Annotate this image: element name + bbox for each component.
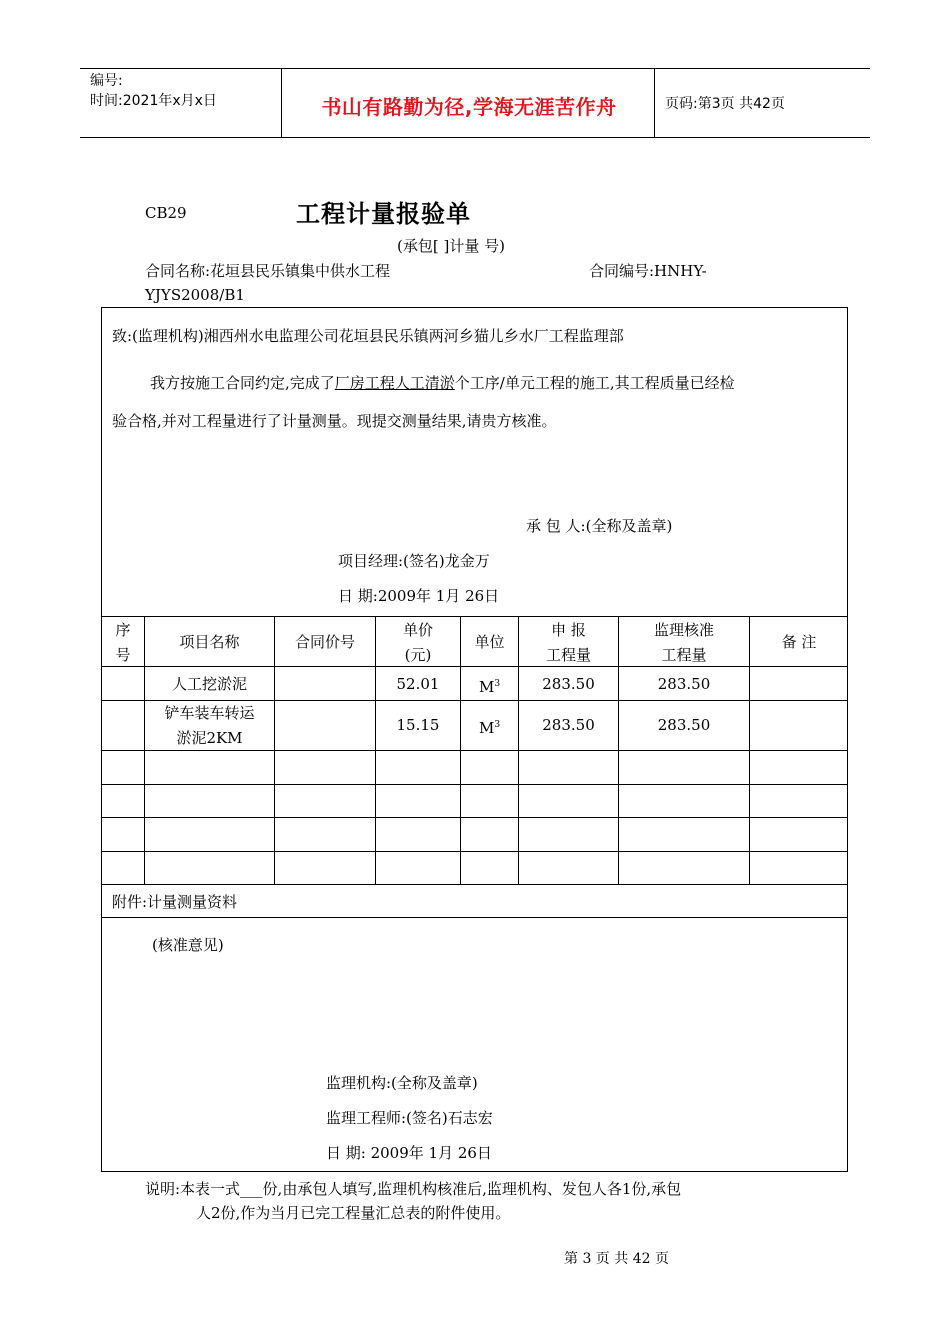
table-row-1-declared: 283.50 [542, 675, 595, 693]
table-row-2-item: 铲车装车转运 淤泥2KM [164, 704, 255, 747]
supervisor-date: 日 期: 2009年 1月 26日 [326, 1144, 492, 1162]
table-border [749, 616, 750, 884]
table-row-1-approved: 283.50 [657, 675, 711, 693]
contract-name: 合同名称:花垣县民乐镇集中供水工程 [145, 262, 391, 280]
number-label: 编号: [90, 73, 123, 89]
report-date: 日 期:2009年 1月 26日 [338, 587, 500, 605]
col-header-unit-price: 单价 (元) [402, 621, 433, 664]
table-border [102, 851, 847, 852]
page-info: 页码:第3页 共42页 [665, 96, 785, 112]
report-form [101, 307, 848, 1172]
col-header-unit: 单位 [474, 633, 505, 651]
declaration-prefix: 我方按施工合同约定,完成了 [150, 374, 335, 392]
col-header-approved: 监理核准 工程量 [653, 621, 714, 664]
table-border [102, 616, 847, 617]
note-line-1: 说明:本表一式___份,由承包人填写,监理机构核准后,监理机构、发包人各1份,承包 [145, 1180, 682, 1198]
table-row-1-item: 人工挖淤泥 [171, 675, 247, 693]
project-manager: 项目经理:(签名)龙金万 [338, 552, 490, 570]
table-border [102, 784, 847, 785]
supervisor-organization: 监理机构:(全称及盖章) [326, 1074, 478, 1092]
contract-number-continued: YJYS2008/B1 [145, 286, 245, 304]
table-border [102, 917, 847, 918]
review-opinion-label: (核准意见) [152, 936, 224, 954]
table-border [460, 616, 461, 884]
table-row-2-approved: 283.50 [657, 716, 711, 734]
table-row-1-unit-price: 52.01 [396, 675, 440, 693]
col-header-seq: 序 号 [115, 621, 131, 664]
col-header-item: 项目名称 [179, 633, 240, 651]
time-label: 时间:2021年x月x日 [90, 93, 217, 109]
header-meta [90, 71, 217, 111]
declaration-line-2: 验合格,并对工程量进行了计量测量。现提交测量结果,请贵方核准。 [112, 412, 557, 430]
col-header-price-no: 合同价号 [294, 633, 355, 651]
col-header-declared: 申 报 工程量 [545, 621, 591, 664]
subtitle: (承包[ ]计量 号) [397, 237, 505, 255]
note-line-2: 人2份,作为当月已完工程量汇总表的附件使用。 [196, 1204, 511, 1222]
table-row-2-declared: 283.50 [542, 716, 595, 734]
supervisor-engineer: 监理工程师:(签名)石志宏 [326, 1109, 493, 1127]
table-border [274, 616, 275, 884]
page-title: 工程计量报验单 [296, 200, 471, 228]
page-footer: 第 3 页 共 42 页 [564, 1251, 669, 1267]
page-header [80, 68, 870, 138]
table-row-1-unit: $M^3$ [478, 678, 501, 696]
attachment-label: 附件:计量测量资料 [112, 893, 238, 911]
table-row-2-unit-price: 15.15 [396, 716, 440, 734]
addressee: 致:(监理机构)湘西州水电监理公司花垣县民乐镇两河乡猫儿乡水厂工程监理部 [112, 327, 624, 345]
form-code: CB29 [145, 204, 187, 222]
table-row-2-unit: $M^3$ [478, 719, 501, 737]
table-border [102, 817, 847, 818]
table-border [102, 884, 847, 885]
col-header-remark: 备 注 [781, 633, 817, 651]
contract-number: 合同编号:HNHY- [589, 262, 707, 280]
contractor-signature: 承 包 人:(全称及盖章) [526, 517, 673, 535]
declaration-suffix: 个工序/单元工程的施工,其工程质量已经检 [454, 374, 735, 392]
declaration-line-1 [150, 372, 735, 393]
motto: 书山有路勤为径,学海无涯苦作舟 [321, 95, 617, 119]
work-item-name: 厂房工程人工清淤 [334, 374, 455, 392]
